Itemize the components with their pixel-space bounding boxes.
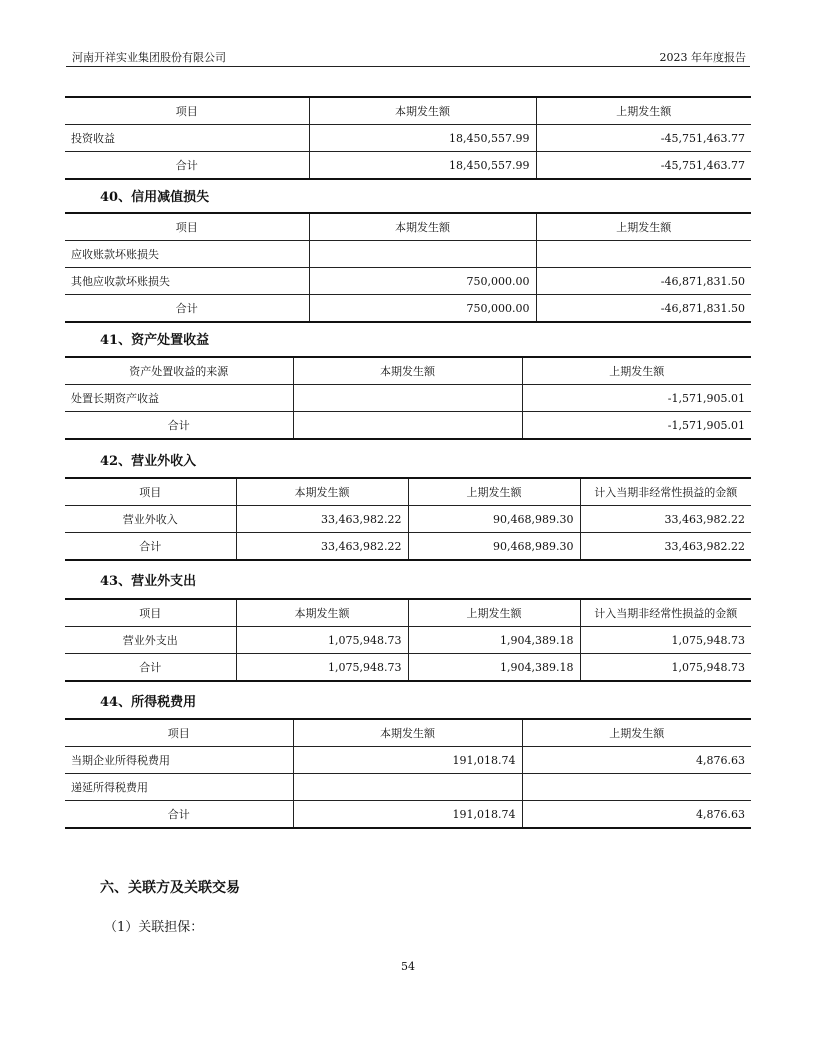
prior-amount	[522, 774, 751, 801]
total-row	[65, 801, 751, 829]
chapter-title: 六、关联方及关联交易	[100, 880, 240, 896]
income-tax-table	[65, 718, 751, 829]
total-row	[65, 533, 751, 561]
header-cell: 项目	[65, 719, 293, 747]
row-label: 当期企业所得税费用	[65, 747, 293, 774]
header-cell: 本期发生额	[309, 213, 536, 241]
current-amount: 33,463,982.22	[236, 506, 408, 533]
prior-amount: 1,904,389.18	[408, 627, 580, 654]
non-operating-expense-table	[65, 598, 751, 682]
header-cell: 上期发生额	[408, 478, 580, 506]
header-cell: 项目	[65, 97, 309, 125]
row-label: 投资收益	[65, 125, 309, 152]
total-row	[65, 412, 751, 440]
current-amount: 750,000.00	[309, 295, 536, 323]
row-label: 营业外支出	[65, 627, 236, 654]
current-amount: 33,463,982.22	[236, 533, 408, 561]
non-operating-income-table	[65, 477, 751, 561]
header-cell: 上期发生额	[408, 599, 580, 627]
row-label: 合计	[65, 654, 236, 682]
paragraph-related-guarantee: （1）关联担保：	[104, 920, 204, 935]
total-row	[65, 295, 751, 323]
section-title-44: 44、所得税费用	[100, 695, 197, 710]
prior-amount: 90,468,989.30	[408, 506, 580, 533]
section-title-42: 42、营业外收入	[100, 454, 197, 469]
header-cell: 资产处置收益的来源	[65, 357, 293, 385]
row-label: 营业外收入	[65, 506, 236, 533]
row-label: 合计	[65, 801, 293, 829]
page-header	[66, 46, 750, 67]
prior-amount: -46,871,831.50	[536, 268, 751, 295]
table-header-row	[65, 478, 751, 506]
header-cell: 上期发生额	[536, 213, 751, 241]
total-row	[65, 654, 751, 682]
current-amount	[293, 385, 522, 412]
table-row	[65, 268, 751, 295]
header-cell: 本期发生额	[293, 357, 522, 385]
row-label: 合计	[65, 533, 236, 561]
current-amount: 18,450,557.99	[309, 152, 536, 180]
current-amount: 1,075,948.73	[236, 654, 408, 682]
prior-amount: -45,751,463.77	[536, 125, 751, 152]
company-name: 河南开祥实业集团股份有限公司	[72, 51, 226, 64]
current-amount: 191,018.74	[293, 747, 522, 774]
prior-amount: 90,468,989.30	[408, 533, 580, 561]
header-cell: 本期发生额	[236, 599, 408, 627]
total-row	[65, 152, 751, 180]
prior-amount: 4,876.63	[522, 747, 751, 774]
row-label: 合计	[65, 295, 309, 323]
row-label: 合计	[65, 152, 309, 180]
non-recurring-amount: 1,075,948.73	[580, 627, 751, 654]
section-title-43: 43、营业外支出	[100, 574, 197, 589]
current-amount: 191,018.74	[293, 801, 522, 829]
page-number: 54	[401, 960, 415, 973]
prior-amount: -1,571,905.01	[522, 412, 751, 440]
table-row	[65, 125, 751, 152]
row-label: 合计	[65, 412, 293, 440]
prior-amount: -1,571,905.01	[522, 385, 751, 412]
prior-amount: -46,871,831.50	[536, 295, 751, 323]
header-cell: 本期发生额	[236, 478, 408, 506]
current-amount: 750,000.00	[309, 268, 536, 295]
current-amount	[293, 412, 522, 440]
credit-impairment-table	[65, 212, 751, 323]
header-cell: 项目	[65, 599, 236, 627]
asset-disposal-table	[65, 356, 751, 440]
non-recurring-amount: 33,463,982.22	[580, 533, 751, 561]
header-cell: 本期发生额	[293, 719, 522, 747]
investment-income-table	[65, 96, 751, 180]
current-amount	[309, 241, 536, 268]
current-amount: 1,075,948.73	[236, 627, 408, 654]
table-header-row	[65, 213, 751, 241]
prior-amount: -45,751,463.77	[536, 152, 751, 180]
table-header-row	[65, 719, 751, 747]
section-title-41: 41、资产处置收益	[100, 333, 210, 348]
header-cell: 上期发生额	[536, 97, 751, 125]
header-cell: 上期发生额	[522, 719, 751, 747]
header-cell: 上期发生额	[522, 357, 751, 385]
prior-amount	[536, 241, 751, 268]
row-label: 应收账款坏账损失	[65, 241, 309, 268]
table-row	[65, 506, 751, 533]
current-amount	[293, 774, 522, 801]
non-recurring-amount: 1,075,948.73	[580, 654, 751, 682]
table-row	[65, 241, 751, 268]
table-row	[65, 774, 751, 801]
table-header-row	[65, 97, 751, 125]
section-title-40: 40、信用减值损失	[100, 190, 210, 205]
table-row	[65, 385, 751, 412]
header-cell: 计入当期非经常性损益的金额	[580, 478, 751, 506]
header-cell: 项目	[65, 478, 236, 506]
header-cell: 本期发生额	[309, 97, 536, 125]
row-label: 递延所得税费用	[65, 774, 293, 801]
non-recurring-amount: 33,463,982.22	[580, 506, 751, 533]
table-header-row	[65, 357, 751, 385]
report-title: 2023 年年度报告	[659, 51, 746, 64]
header-cell: 计入当期非经常性损益的金额	[580, 599, 751, 627]
row-label: 其他应收款坏账损失	[65, 268, 309, 295]
table-row	[65, 627, 751, 654]
prior-amount: 1,904,389.18	[408, 654, 580, 682]
current-amount: 18,450,557.99	[309, 125, 536, 152]
row-label: 处置长期资产收益	[65, 385, 293, 412]
prior-amount: 4,876.63	[522, 801, 751, 829]
table-header-row	[65, 599, 751, 627]
table-row	[65, 747, 751, 774]
header-cell: 项目	[65, 213, 309, 241]
